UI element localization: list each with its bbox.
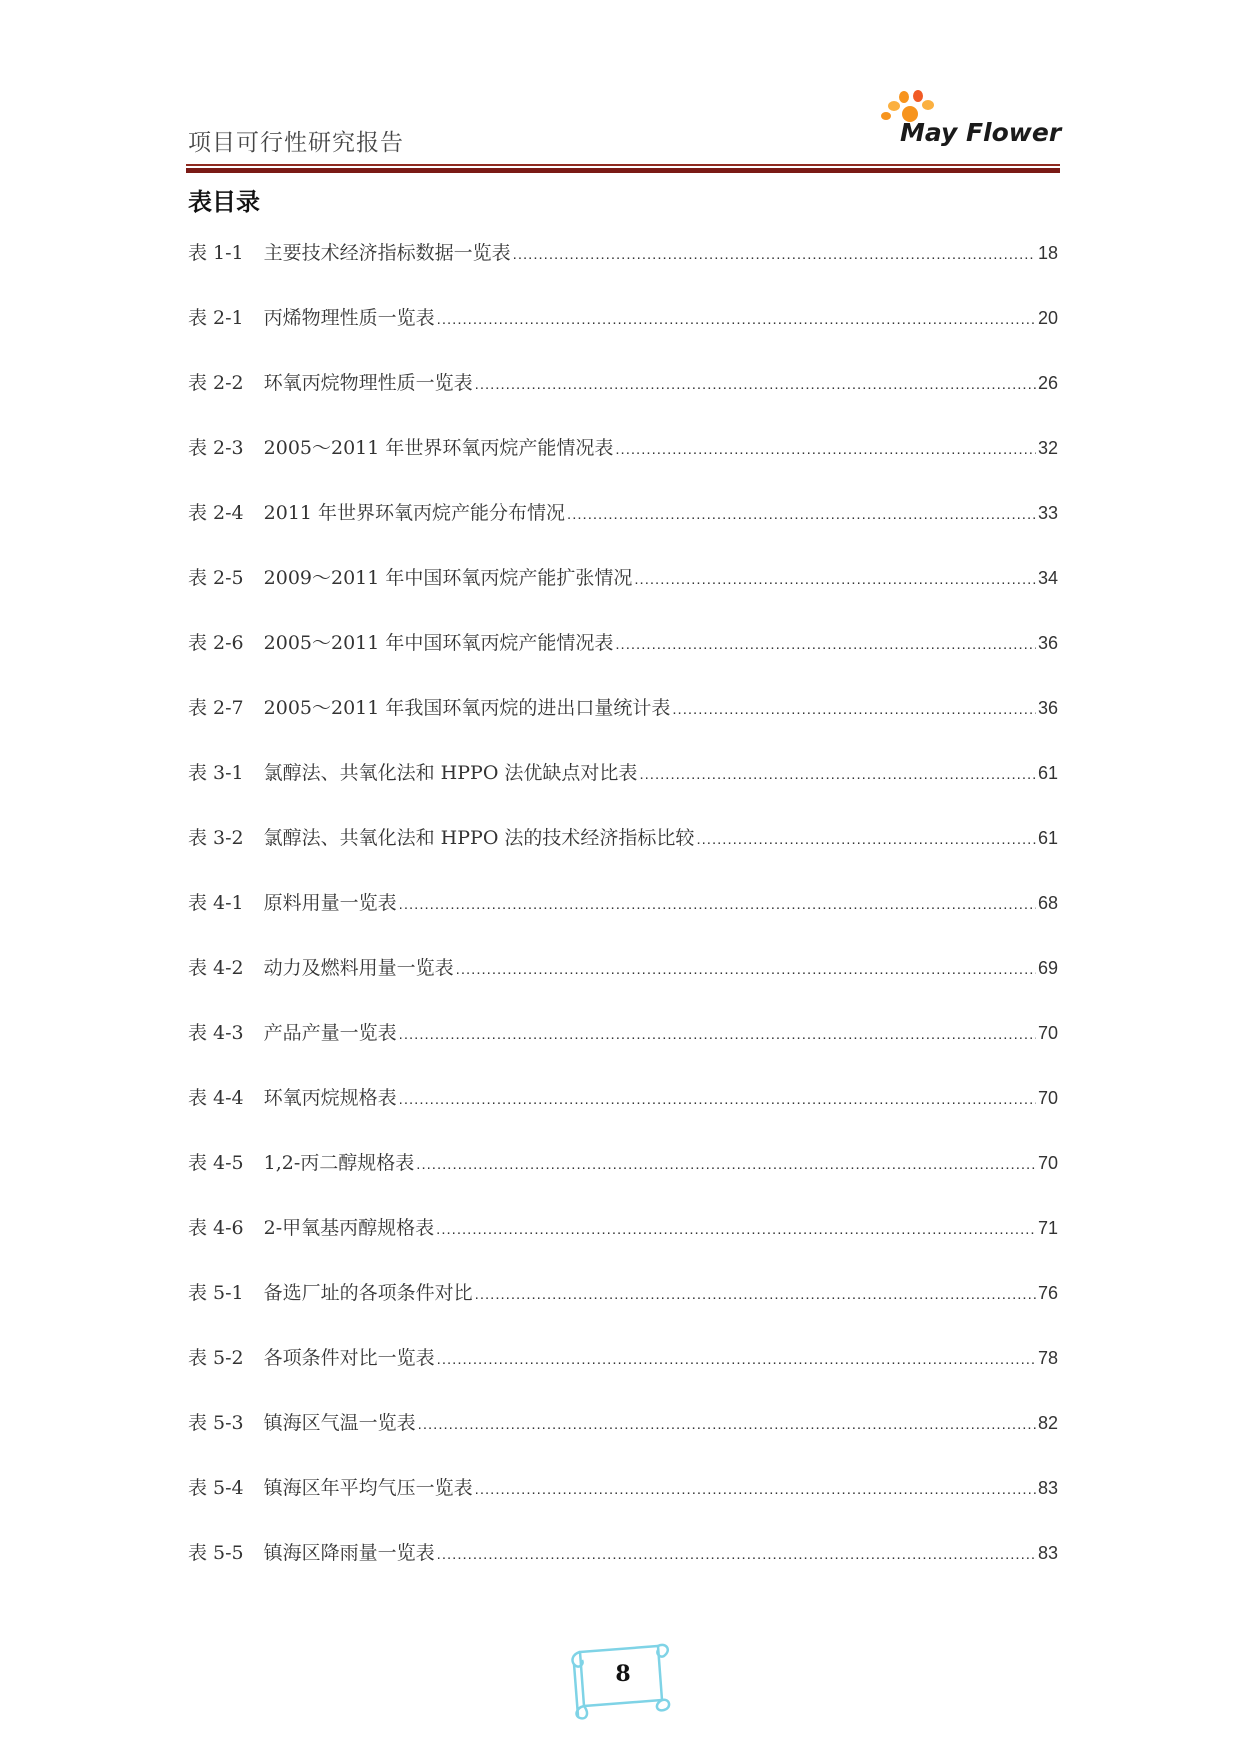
toc-entry-title: 备选厂址的各项条件对比: [263, 1282, 473, 1304]
toc-entry-page: 61: [1037, 763, 1058, 783]
toc-entry-label: 表 2-4: [188, 502, 244, 524]
toc-entry-page: 83: [1037, 1543, 1058, 1563]
toc-entry-title: 2005～2011 年我国环氧丙烷的进出口量统计表: [263, 697, 671, 719]
toc-entry[interactable]: [188, 368, 1058, 433]
toc-entry[interactable]: [188, 1278, 1058, 1343]
toc-entry[interactable]: [188, 1408, 1058, 1473]
toc-dot-leader: [615, 441, 1036, 458]
toc-dot-leader: [399, 1026, 1036, 1043]
toc-entry-title: 环氧丙烷规格表: [263, 1087, 397, 1109]
toc-entry-label: 表 2-7: [188, 697, 244, 719]
toc-entry[interactable]: [188, 1148, 1058, 1213]
toc-entry-page: 32: [1037, 438, 1058, 458]
toc-entry[interactable]: [188, 888, 1058, 953]
toc-dot-leader: [475, 1481, 1036, 1498]
toc-dot-leader: [672, 701, 1036, 718]
toc-entry[interactable]: [188, 498, 1058, 563]
toc-dot-leader: [513, 246, 1036, 263]
toc-entry[interactable]: [188, 1473, 1058, 1538]
toc-dot-leader: [634, 571, 1036, 588]
toc-entry-page: 78: [1037, 1348, 1058, 1368]
toc-entry-page: 36: [1037, 698, 1058, 718]
toc-entry-label: 表 2-1: [188, 307, 244, 329]
toc-entry[interactable]: [188, 953, 1058, 1018]
section-title: 表目录: [188, 188, 260, 216]
toc-entry[interactable]: [188, 1083, 1058, 1148]
toc-entry-title: 产品产量一览表: [263, 1022, 397, 1044]
header-divider-thick: [186, 168, 1060, 173]
toc-entry-title: 镇海区降雨量一览表: [263, 1542, 435, 1564]
toc-entry[interactable]: [188, 1213, 1058, 1278]
toc-dot-leader: [437, 1546, 1036, 1563]
toc-entry-page: 36: [1037, 633, 1058, 653]
toc-entry-page: 82: [1037, 1413, 1058, 1433]
toc-entry-title: 动力及燃料用量一览表: [263, 957, 454, 979]
toc-entry[interactable]: [188, 1538, 1058, 1603]
toc-entry-title: 氯醇法、共氧化法和 HPPO 法优缺点对比表: [263, 762, 638, 784]
toc-entry-label: 表 3-1: [188, 762, 244, 784]
toc-entry-page: 69: [1037, 958, 1058, 978]
toc-entry-page: 76: [1037, 1283, 1058, 1303]
toc-dot-leader: [639, 766, 1036, 783]
toc-entry-label: 表 4-1: [188, 892, 244, 914]
toc-entry-title: 镇海区气温一览表: [263, 1412, 416, 1434]
toc-dot-leader: [615, 636, 1036, 653]
toc-entry-page: 70: [1037, 1088, 1058, 1108]
toc-entry-page: 33: [1037, 503, 1058, 523]
toc-dot-leader: [437, 1351, 1036, 1368]
toc-entry-label: 表 4-4: [188, 1087, 244, 1109]
header-divider-thin: [186, 164, 1060, 166]
toc-entry[interactable]: [188, 628, 1058, 693]
toc-dot-leader: [436, 1221, 1036, 1238]
toc-entry-label: 表 5-3: [188, 1412, 244, 1434]
toc-entry-label: 表 5-5: [188, 1542, 244, 1564]
toc-entry-label: 表 4-5: [188, 1152, 244, 1174]
logo-wordmark: May Flower: [900, 118, 1062, 147]
toc-entry-title: 丙烯物理性质一览表: [263, 307, 435, 329]
toc-entry-page: 18: [1037, 243, 1058, 263]
toc-entry-page: 26: [1037, 373, 1058, 393]
toc-dot-leader: [399, 896, 1036, 913]
toc-entry[interactable]: [188, 238, 1058, 303]
toc-entry[interactable]: [188, 693, 1058, 758]
toc-entry-title: 2005～2011 年世界环氧丙烷产能情况表: [263, 437, 614, 459]
toc-entry-label: 表 4-2: [188, 957, 244, 979]
toc-entry-title: 1,2-丙二醇规格表: [263, 1152, 415, 1174]
toc-entry-label: 表 2-5: [188, 567, 244, 589]
toc-entry-page: 68: [1037, 893, 1058, 913]
toc-entry-page: 70: [1037, 1153, 1058, 1173]
toc-dot-leader: [567, 506, 1036, 523]
toc-dot-leader: [456, 961, 1036, 978]
toc-entry-label: 表 2-6: [188, 632, 244, 654]
toc-entry-page: 70: [1037, 1023, 1058, 1043]
toc-entry-label: 表 5-2: [188, 1347, 244, 1369]
page-number: 8: [615, 1661, 631, 1687]
toc-dot-leader: [475, 376, 1036, 393]
toc-entry-page: 34: [1037, 568, 1058, 588]
toc-entry-title: 各项条件对比一览表: [263, 1347, 435, 1369]
toc-entry-page: 61: [1037, 828, 1058, 848]
toc-entry-title: 镇海区年平均气压一览表: [263, 1477, 473, 1499]
toc-entry-label: 表 3-2: [188, 827, 244, 849]
toc-entry[interactable]: [188, 758, 1058, 823]
document-header-title: 项目可行性研究报告: [188, 130, 404, 156]
toc-entry-label: 表 5-1: [188, 1282, 244, 1304]
toc-entry-label: 表 2-3: [188, 437, 244, 459]
toc-entry-label: 表 1-1: [188, 242, 244, 264]
toc-entry[interactable]: [188, 563, 1058, 628]
toc-entry[interactable]: [188, 303, 1058, 368]
toc-entry-title: 2-甲氧基丙醇规格表: [263, 1217, 435, 1239]
toc-dot-leader: [399, 1091, 1036, 1108]
toc-entry-title: 主要技术经济指标数据一览表: [263, 242, 511, 264]
toc-entry[interactable]: [188, 1343, 1058, 1408]
toc-entry-title: 环氧丙烷物理性质一览表: [263, 372, 473, 394]
toc-entry-label: 表 5-4: [188, 1477, 244, 1499]
toc-entry-title: 2009～2011 年中国环氧丙烷产能扩张情况: [263, 567, 633, 589]
table-of-tables: [188, 238, 1058, 1603]
toc-dot-leader: [696, 831, 1036, 848]
toc-entry-title: 2005～2011 年中国环氧丙烷产能情况表: [263, 632, 614, 654]
toc-dot-leader: [416, 1156, 1036, 1173]
toc-dot-leader: [418, 1416, 1036, 1433]
toc-entry-page: 71: [1037, 1218, 1058, 1238]
toc-entry-page: 83: [1037, 1478, 1058, 1498]
toc-entry-label: 表 4-3: [188, 1022, 244, 1044]
toc-entry-page: 20: [1037, 308, 1058, 328]
toc-entry-title: 氯醇法、共氧化法和 HPPO 法的技术经济指标比较: [263, 827, 695, 849]
toc-dot-leader: [475, 1286, 1036, 1303]
toc-dot-leader: [437, 311, 1036, 328]
toc-entry[interactable]: [188, 1018, 1058, 1083]
toc-entry[interactable]: [188, 823, 1058, 888]
toc-entry-label: 表 2-2: [188, 372, 244, 394]
toc-entry[interactable]: [188, 433, 1058, 498]
toc-entry-title: 2011 年世界环氧丙烷产能分布情况: [263, 502, 566, 524]
mayflower-logo: [870, 90, 1060, 154]
toc-entry-title: 原料用量一览表: [263, 892, 397, 914]
toc-entry-label: 表 4-6: [188, 1217, 244, 1239]
